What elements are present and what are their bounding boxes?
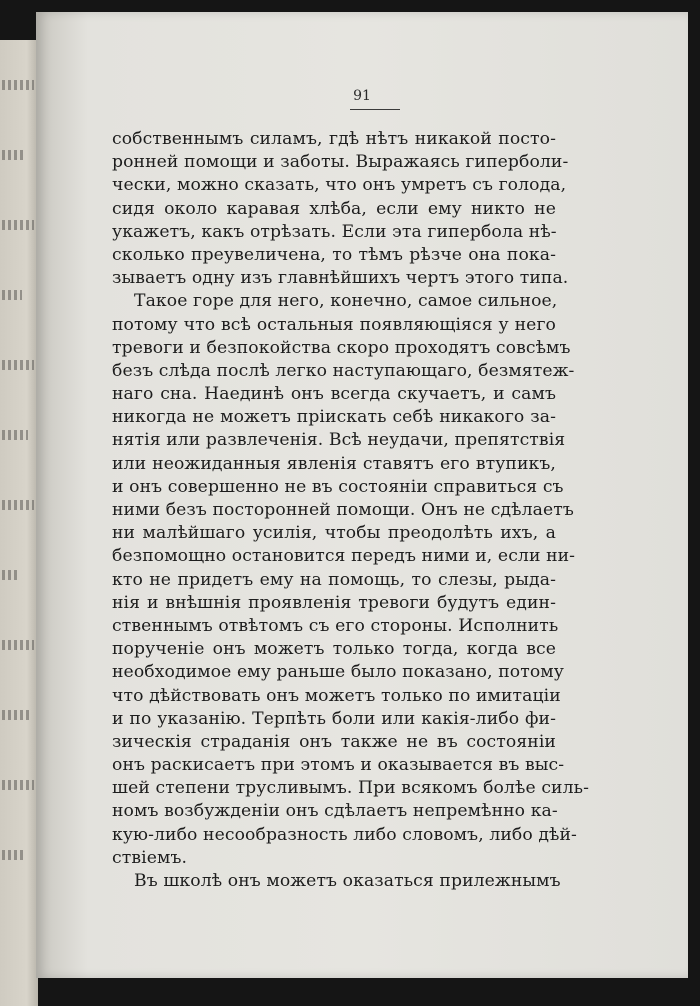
text-line: зываетъ одну изъ главнѣйшихъ чертъ этого типа. (112, 268, 569, 289)
text-line: шей степени трусливымъ. При всякомъ болѣе силь- (112, 778, 589, 799)
page-number: 91 (353, 88, 371, 104)
text-line: сидя около каравая хлѣба, если ему никто не (112, 198, 556, 219)
text-line: безъ слѣда послѣ легко наступающаго, безмятеж- (112, 360, 575, 381)
text-line: укажетъ, какъ отрѣзать. Если эта гипербола нѣ- (112, 221, 557, 242)
text-line: необходимое ему раньше было показано, потому (112, 662, 564, 683)
text-line: безпомощно остановится передъ ними и, если ни- (112, 546, 576, 567)
text-line: и по указанiю. Терпѣть боли или какiя-либо фи- (112, 708, 556, 729)
text-line: чески, можно сказать, что онъ умретъ съ голода, (112, 175, 567, 196)
text-line: и онъ совершенно не въ состоянiи справиться съ (112, 476, 564, 497)
text-line: никогда не можетъ прiискать себѣ никакого за- (112, 407, 556, 428)
text-line: нiя и внѣшнiя проявленiя тревоги будутъ един- (112, 592, 556, 613)
page-number-rule (350, 109, 400, 110)
text-line: порученiе онъ можетъ только тогда, когда все (112, 639, 556, 660)
text-line: кую-либо несообразность либо словомъ, либо дѣй- (112, 824, 577, 845)
text-line: Такое горе для него, конечно, самое сильное, (134, 291, 558, 312)
text-line: нятiя или развлеченiя. Всѣ неудачи, препятствiя (112, 430, 566, 451)
book-page (36, 12, 688, 978)
left-page-edge (0, 40, 38, 1006)
text-line: номъ возбужденiи онъ сдѣлаетъ непремѣнно ка- (112, 801, 558, 822)
text-line: ронней помощи и заботы. Выражаясь гиперболи- (112, 152, 569, 173)
text-line: тревоги и безпокойства скоро проходятъ совсѣмъ (112, 337, 571, 358)
text-line: зическiя страданiя онъ также не въ состоянiи (112, 731, 556, 752)
text-line: онъ раскисаетъ при этомъ и оказывается въ выс- (112, 755, 565, 776)
text-line: ними безъ посторонней помощи. Онъ не сдѣлаетъ (112, 500, 574, 520)
text-line: ни малѣйшаго усилiя, чтобы преодолѣть ихъ, а (112, 523, 556, 544)
text-line: сколько преувеличена, то тѣмъ рѣзче она пока- (112, 244, 556, 265)
body-text (112, 128, 589, 893)
text-line: кто не придетъ ему на помощь, то слезы, рыда- (112, 569, 556, 590)
text-line: что дѣйствовать онъ можетъ только по имитацiи (112, 685, 561, 706)
text-line: Въ школѣ онъ можетъ оказаться прилежнымъ (134, 871, 561, 891)
text-line: ствiемъ. (112, 847, 188, 868)
text-line: или неожиданныя явленiя ставятъ его втупикъ, (112, 453, 556, 474)
text-line: ственнымъ отвѣтомъ съ его стороны. Исполнить (112, 615, 559, 636)
text-line: собственнымъ силамъ, гдѣ нѣтъ никакой посто- (112, 129, 556, 149)
text-line: потому что всѣ остальныя появляющiяся у него (112, 314, 556, 335)
text-line: наго сна. Наединѣ онъ всегда скучаетъ, и самъ (112, 384, 556, 405)
